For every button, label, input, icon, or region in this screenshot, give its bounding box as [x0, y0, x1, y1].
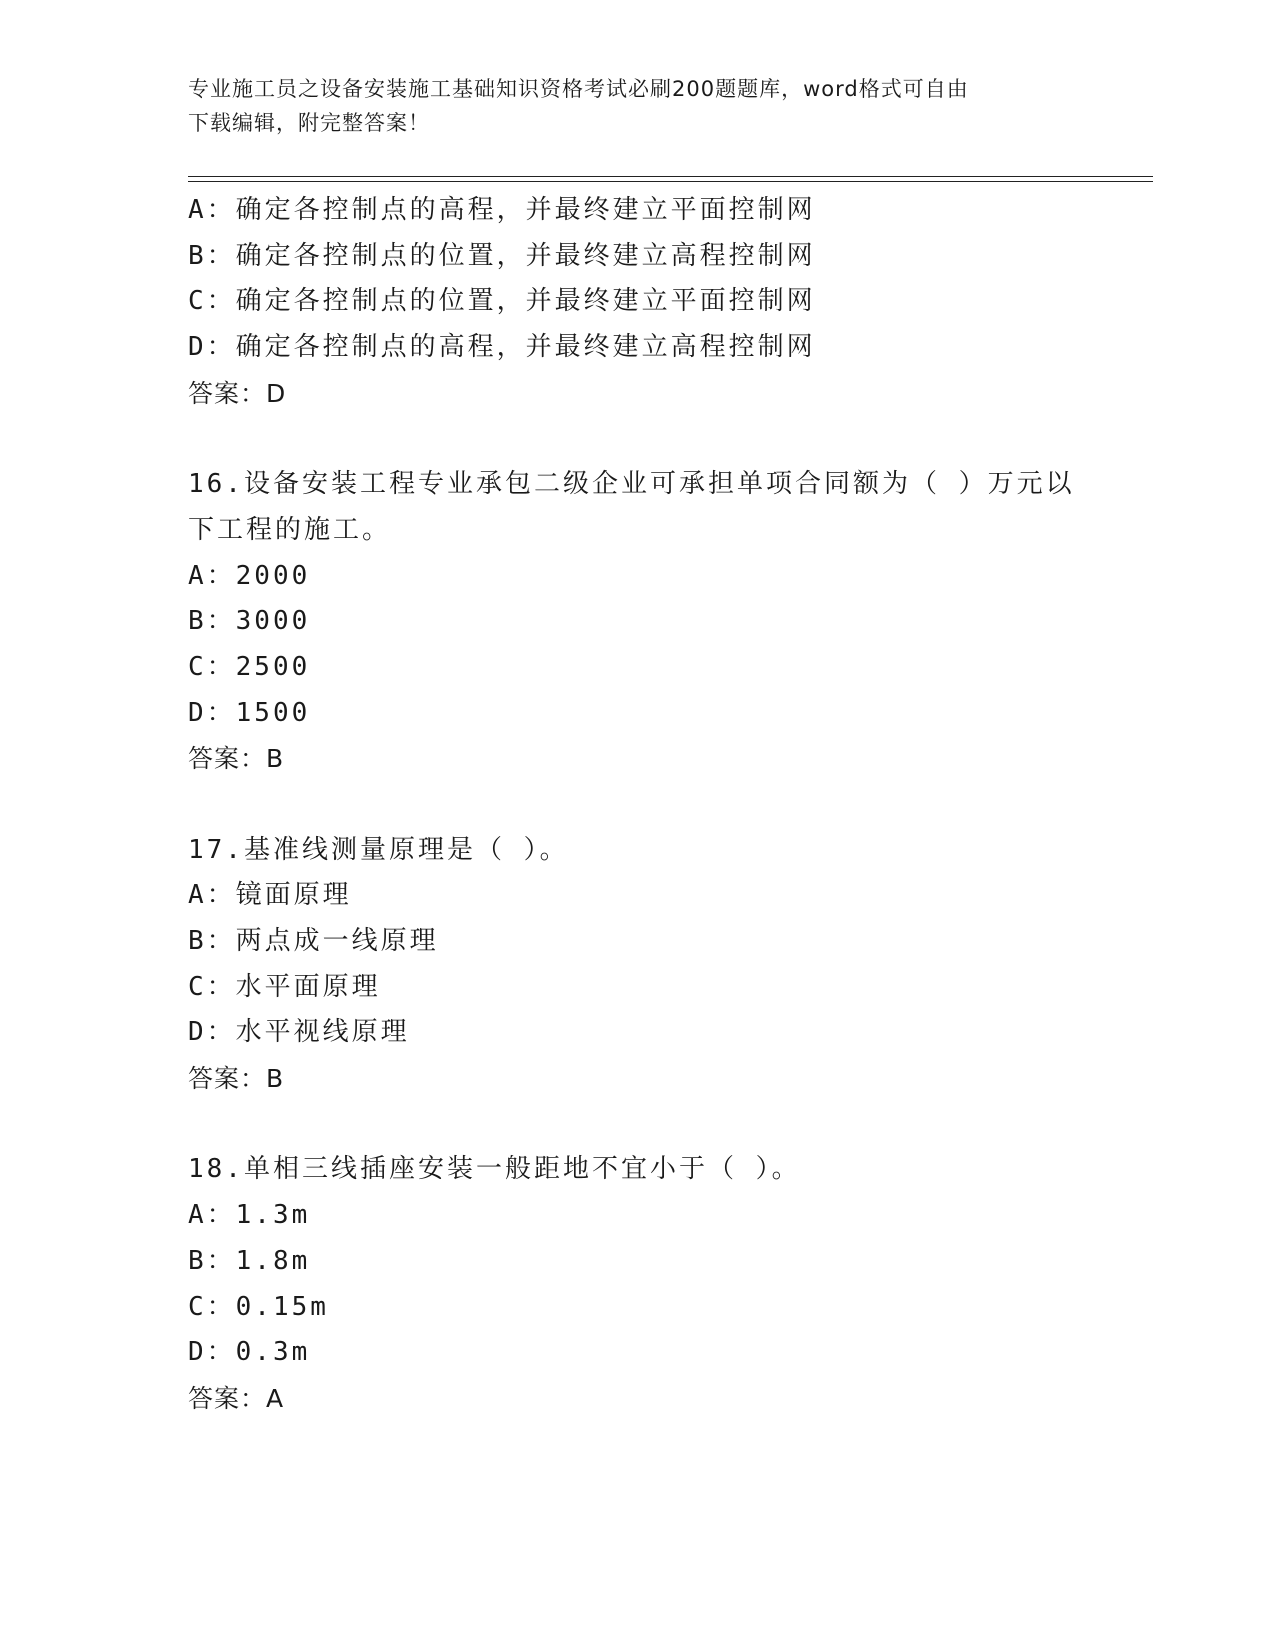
- spacer: [188, 416, 1148, 462]
- header-line-2: 下载编辑，附完整答案！: [188, 111, 430, 135]
- spacer: [188, 782, 1148, 828]
- option-a: A：2000: [188, 560, 311, 591]
- answer: 答案：B: [188, 1064, 285, 1094]
- answer: 答案：B: [188, 744, 285, 774]
- question-list: [188, 188, 1148, 1422]
- question-18: [188, 1147, 1148, 1421]
- option-b: B：确定各控制点的位置，并最终建立高程控制网: [188, 240, 816, 271]
- question-text: 16.设备安装工程专业承包二级企业可承担单项合同额为（ ）万元以: [188, 469, 1075, 500]
- option-c: C：水平面原理: [188, 971, 381, 1002]
- question-17: [188, 828, 1148, 1102]
- option-d: D：确定各控制点的高程，并最终建立高程控制网: [188, 332, 816, 363]
- option-d: D：0.3m: [188, 1337, 311, 1368]
- answer: 答案：D: [188, 378, 287, 408]
- option-b: B：两点成一线原理: [188, 926, 439, 956]
- option-a: A：镜面原理: [188, 880, 352, 911]
- header-line-1: 专业施工员之设备安装施工基础知识资格考试必刷200题题库，word格式可自由: [188, 77, 969, 101]
- document-header: [188, 72, 1088, 140]
- option-c: C：0.15m: [188, 1291, 329, 1322]
- option-c: C：确定各控制点的位置，并最终建立平面控制网: [188, 286, 816, 317]
- answer: 答案：A: [188, 1383, 285, 1413]
- question-15: [188, 188, 1148, 416]
- option-a: A：确定各控制点的高程，并最终建立平面控制网: [188, 195, 816, 225]
- header-rule-top: [188, 176, 1153, 177]
- question-text: 18.单相三线插座安装一般距地不宜小于（ ）。: [188, 1154, 801, 1185]
- header-rule-bottom: [188, 181, 1153, 182]
- question-16: [188, 462, 1148, 782]
- option-a: A：1.3m: [188, 1200, 311, 1231]
- option-b: B：3000: [188, 606, 311, 637]
- question-text-continued: 下工程的施工。: [188, 514, 392, 545]
- option-d: D：水平视线原理: [188, 1017, 410, 1048]
- option-c: C：2500: [188, 651, 311, 682]
- question-text: 17.基准线测量原理是（ ）。: [188, 834, 569, 865]
- option-d: D：1500: [188, 697, 311, 728]
- spacer: [188, 1102, 1148, 1148]
- option-b: B：1.8m: [188, 1245, 311, 1276]
